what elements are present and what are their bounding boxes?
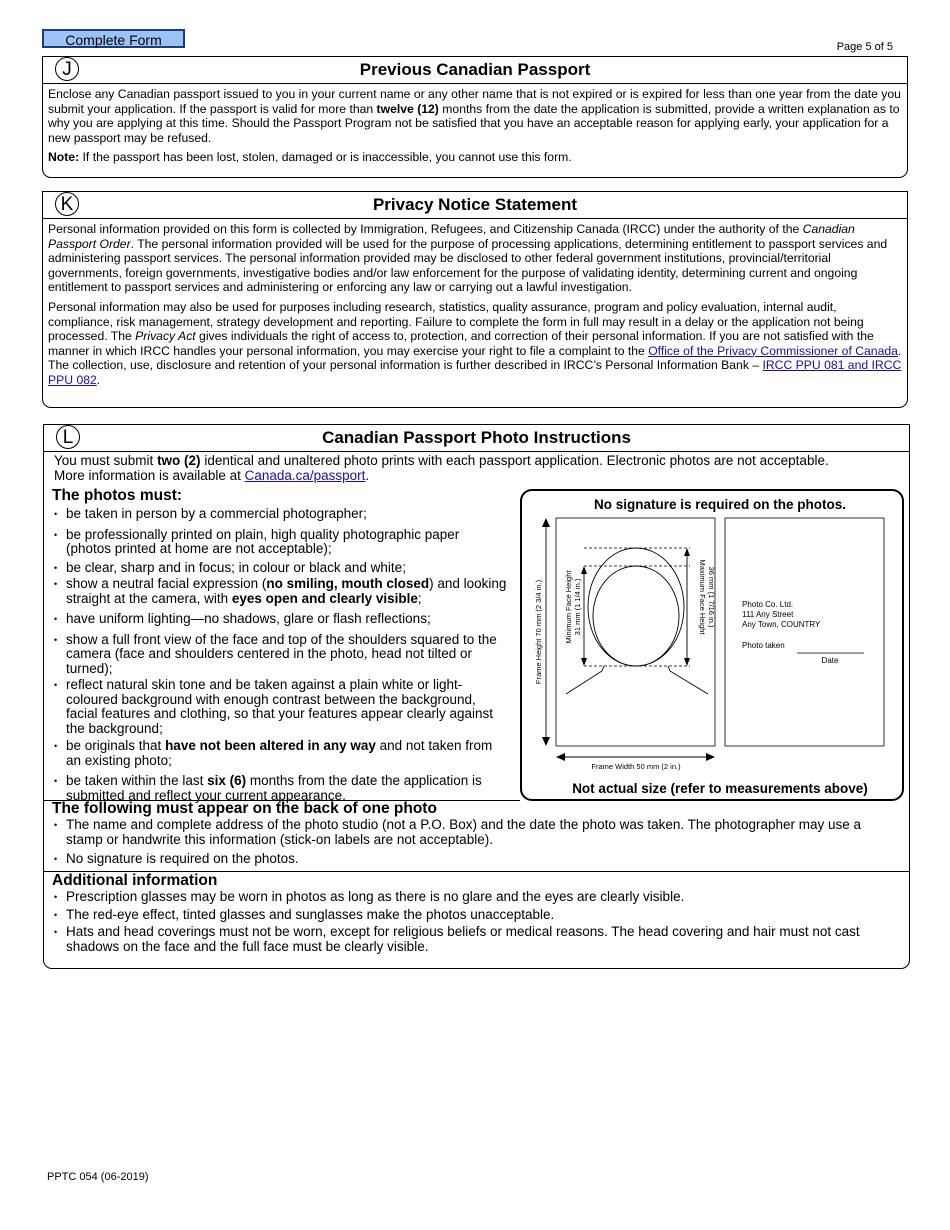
min-face-oval <box>593 566 679 666</box>
diagram-caption: Not actual size (refer to measurements above) <box>572 781 868 796</box>
max-face-arrow-head-bottom <box>684 658 690 666</box>
paragraph: Personal information may also be used for purposes including research, statistics, quality assurance, program and policy evaluation, internal audit, compliance, risk management, strategy development and reporting. Failure to complete the form in full may result in a delay or the application not being processed. The Privacy Act gives individuals the right of access to, protection, and correction of their personal information. If you are not satisfied with the manner in which IRCC handles your personal information, you may exercise your right to file a complaint to the Office of the Privacy Commissioner of Canada. The collection, use, disclosure and retention of your personal information is further described in IRCC’s Personal Information Bank – IRCC PPU 081 and IRCC PPU 082. <box>48 299 902 387</box>
list-item: • No signature is required on the photos. <box>48 852 898 867</box>
frame-height-arrow-head-top <box>542 518 550 527</box>
photos-must-list <box>48 487 508 803</box>
privacy-commissioner-link[interactable]: Office of the Privacy Commissioner of Canada <box>648 343 898 358</box>
complete-form-button[interactable]: Complete Form <box>42 29 185 48</box>
frame-height-label: Frame Height 70 mm (2 3/4 in.) <box>534 579 543 685</box>
list-item: • be taken within the last six (6) months from the date the application is submitted and reflect your current appearance. <box>48 774 508 803</box>
min-face-label-2: 31 mm (1 1/4 in.) <box>573 578 582 636</box>
list-item: • show a neutral facial expression (no smiling, mouth closed) and looking straight at the camera, with eyes open and clearly visible; <box>48 577 508 606</box>
section-header <box>43 57 907 84</box>
list-item: • Prescription glasses may be worn in photos as long as there is no glare and the eyes are clearly visible. <box>48 890 898 905</box>
back-of-photo-block <box>48 800 898 867</box>
back-photo-frame <box>725 518 884 746</box>
max-face-label-1: Maximum Face Height <box>698 559 707 635</box>
section-previous-passport <box>42 56 908 178</box>
page-number: Page 5 of 5 <box>836 41 893 53</box>
min-face-arrow-head-top <box>581 566 587 574</box>
diagram-title: No signature is required on the photos. <box>593 497 847 512</box>
note: Note: If the passport has been lost, stolen, damaged or is inaccessible, you cannot use this form. <box>48 150 572 165</box>
min-face-label-1: Minimum Face Height <box>564 570 573 644</box>
list-item: • reflect natural skin tone and be taken against a plain white or light-coloured background with enough contrast between the background, facial features and clothing, so that your features appear clearly against the background; <box>48 678 508 736</box>
list-item: • Hats and head coverings must not be worn, except for religious beliefs or medical reasons. The head covering and hair must not cast shadows on the face and the full face must be clearly visible. <box>48 925 898 954</box>
list-item: • The red-eye effect, tinted glasses and sunglasses make the photos unacceptable. <box>48 908 898 923</box>
photo-taken-label: Photo taken <box>742 641 785 650</box>
section-body <box>43 219 907 388</box>
photo-diagram <box>520 489 904 801</box>
paragraph: Personal information provided on this form is collected by Immigration, Refugees, and Citizenship Canada (IRCC) under the authority of the Canadian Passport Order. The personal information provided will be used for the purpose of processing applications, determining entitlement to passport services and administering passport services. The personal information provided may be disclosed to other federal government institutions, provincial/territorial governments, foreign governments, investigative bodies and/or law enforcement for the purpose of validating identity, determining current and ongoing entitlement to passport services and administering or enforcing any law or carrying out a lawful investigation. <box>48 222 888 295</box>
section-title: Previous Canadian Passport <box>359 60 591 79</box>
list-item: • be professionally printed on plain, high quality photographic paper (photos printed at home are not acceptable); <box>48 528 508 557</box>
min-face-arrow-head-bottom <box>581 658 587 666</box>
additional-heading: Additional information <box>52 872 218 889</box>
studio-city: Any Town, COUNTRY <box>742 620 821 629</box>
section-letter-l: L <box>56 425 80 449</box>
form-code: PPTC 054 (06-2019) <box>47 1171 149 1183</box>
section-letter-k: K <box>55 192 79 216</box>
photos-must-heading: The photos must: <box>52 487 183 504</box>
section-privacy-notice <box>42 191 908 408</box>
list-item: • be originals that have not been altered in any way and not taken from an existing photo; <box>48 739 508 768</box>
section-header <box>44 425 909 452</box>
additional-info-block <box>48 872 898 954</box>
back-heading: The following must appear on the back of one photo <box>52 800 437 817</box>
list-item: • be taken in person by a commercial photographer; <box>48 507 508 522</box>
intro-text: You must submit two (2) identical and unaltered photo prints with each passport application. Electronic photos are not acceptable. More information is available at Canada.ca/passport. <box>54 453 829 483</box>
list-item: • show a full front view of the face and top of the shoulders squared to the camera (face and shoulders centered in the photo, head not tilted or turned); <box>48 633 508 677</box>
section-title: Canadian Passport Photo Instructions <box>322 428 631 447</box>
list-item: • The name and complete address of the photo studio (not a P.O. Box) and the date the photo was taken. The photographer may use a stamp or handwrite this information (stick-on labels are not acceptable). <box>48 818 898 847</box>
section-header <box>43 192 907 219</box>
frame-height-arrow-head-bottom <box>542 737 550 746</box>
frame-width-label: Frame Width 50 mm (2 in.) <box>591 762 681 771</box>
section-photo-instructions <box>43 424 910 969</box>
studio-street: 111 Any Street <box>742 610 794 619</box>
studio-name: Photo Co. Ltd. <box>742 600 794 609</box>
max-face-label-2: 36 mm (1 7/16 in.) <box>707 566 716 628</box>
max-face-arrow-head-top <box>684 548 690 556</box>
section-body <box>43 84 907 165</box>
list-item: • have uniform lighting—no shadows, glare or flash reflections; <box>48 612 508 627</box>
frame-width-arrow-head-left <box>556 753 565 761</box>
section-letter-j: J <box>55 57 79 81</box>
photo-diagram-graphic <box>522 491 902 799</box>
paragraph: Enclose any Canadian passport issued to you in your current name or any other name that is not expired or is expired for less than one year from the date you submit your application. If the passport is valid for more than twelve (12) months from the date the application is submitted, provide a written explanation as to why you are applying at this time. Should the Passport Program not be satisfied that you have an acceptable reason for applying early, your application for a new passport may be refused. <box>48 87 901 145</box>
section-title: Privacy Notice Statement <box>372 195 578 214</box>
list-item: • be clear, sharp and in focus; in colour or black and white; <box>48 561 508 576</box>
date-label: Date <box>821 656 839 665</box>
personal-info-bank-link[interactable]: IRCC PPU 081 and IRCC PPU 082 <box>48 358 902 387</box>
left-shoulder-line <box>566 666 604 694</box>
canada-passport-link[interactable]: Canada.ca/passport <box>244 467 366 483</box>
frame-width-arrow-head-right <box>706 753 715 761</box>
right-shoulder-line <box>668 666 708 694</box>
